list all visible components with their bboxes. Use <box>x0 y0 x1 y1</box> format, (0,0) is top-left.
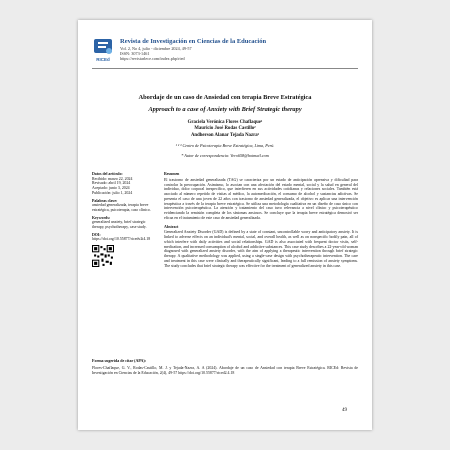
article-title-es: Abordaje de un caso de Ansiedad con terapia Breve Estratégica <box>138 94 312 101</box>
date-received: Recibido: marzo 22, 2024 <box>92 176 133 181</box>
journal-title: Revista de Investigación en Ciencias de la Educación <box>120 38 267 45</box>
journal-logo-text: RICEd <box>96 57 110 62</box>
keywords-en-label: Keywords: <box>92 215 111 220</box>
abstract-text: Generalized Anxiety Disorder (GAD) is defined by a state of constant, uncontrollable worry and anticipatory anxiety. It is linked to adverse effects on an individual's mental, social, and overall health, as well as on nonspecific bodily pain, all of which interfere with daily activities and social relationships. GAD is also associated with frequent doctor visits, self-medication, and increased consumption of alcohol and addictive substances. This case study describes a 22-year-old woman diagnosed with generalized anxiety disorder, with the aim of applying a therapeutic intervention through brief strategic therapy. A qualitative methodology was applied, using a single-case design with psychotherapeutic intervention. The care and treatment in this case were clinically and therapeutically significant, leading to a full remission of anxiety symptoms. The study concludes that brief strategic therapy was effective for the treatment of generalized anxiety in this case. <box>164 230 358 268</box>
journal-volume: Vol. 2, No 4, julio - diciembre 2024, 49-57 <box>120 46 192 51</box>
resumen-heading: Resumen <box>164 172 180 176</box>
keywords-es: ansiedad generalizada, terapia breve estratégica, psicoterapia, caso clínico. <box>92 203 151 212</box>
date-revised: Revisado: abril 19, 2024 <box>92 181 131 186</box>
author-list <box>92 120 358 139</box>
resumen-text: El trastorno de ansiedad generalizada (TAG) se caracteriza por un estado de anticipación aprensiva y dificultad para controlar la preocupación. Asimismo, lo asocian con una afectación del estado mental, social y la salud en general del individuo, dolor corporal inespecífico, que interfieren en sus actividades cotidianas y relaciones sociales. También está asociado al número repetido de visitas al médico, la automedicación, el consumo de alcohol y sustancias adictivas. Se presenta el caso de una joven de 22 años con trastorno de ansiedad generalizada, el objetivo es aplicar una intervención terapéutica a través de la terapia breve estratégica. Se utiliza una metodología cualitativa en un diseño de caso único con intervención psicoterapéutica. La atención y tratamiento del caso tuvo relevancia a nivel clínico y psicoterapéutico evidenciando la remisión completa de los síntomas ansiosos. Se concluye que la terapia breve estratégica demostró ser eficaz en el tratamiento de este caso de ansiedad generalizada. <box>164 177 358 220</box>
author-2: Mauricio José Rodas Castillo² <box>194 126 256 132</box>
journal-issn: ISSN: 3073-1461 <box>120 51 150 56</box>
page-number: 49 <box>342 408 347 413</box>
doi-link[interactable]: https://doi.org/10.55877/ricedv2i4.18 <box>92 237 151 242</box>
date-published: Publicación: julio 1, 2024 <box>92 190 133 195</box>
citation-text: Flores-Chaflaque, G. V., Rodas-Castillo, M. J. y Tejada-Nazra, A. A (2024). Abordaje de un caso de Ansiedad con terapia Breve Estratégica. RICEd: Revista de Investigación en Ciencias de la Educación, 2(4), 49-57 https://doi.org/10.55877/riced2.4.18 <box>92 366 358 375</box>
affiliation: ¹ ² ³ Centro de Psicoterapia Breve Estratégica, Lima, Perú. <box>175 143 275 148</box>
author-1: Graciela Verónica Flores Chaflaque¹ <box>187 120 263 125</box>
doi-label: DOI: <box>92 232 101 237</box>
keywords-en: generalized anxiety, brief strategic therapy, psychotherapy, case study. <box>92 220 147 230</box>
journal-url[interactable]: https://revistarlece.com/index.php/ried <box>120 56 185 61</box>
qr-code-icon <box>92 245 114 267</box>
keywords-es-label: Palabras clave: <box>92 198 118 203</box>
citation-label: Forma sugerida de citar (APA): <box>92 358 147 363</box>
journal-page <box>78 20 372 430</box>
journal-logo-icon <box>92 38 114 56</box>
abstract-heading: Abstract <box>164 224 179 229</box>
article-sidebar <box>92 172 152 269</box>
correspondence: * Autor de correspondencia: Vero658@hotmail.com <box>181 153 269 158</box>
main-column <box>164 172 358 272</box>
date-accepted: Aceptado: junio 3, 2024 <box>92 186 130 191</box>
author-3: Andherson Alanar Tejada Nazra³ <box>190 132 260 138</box>
header-divider <box>92 68 358 69</box>
dates-label: Datos del artículo: <box>92 172 123 176</box>
journal-meta <box>120 46 192 61</box>
article-title-en: Approach to a case of Anxiety with Brief Strategic therapy <box>148 106 302 113</box>
